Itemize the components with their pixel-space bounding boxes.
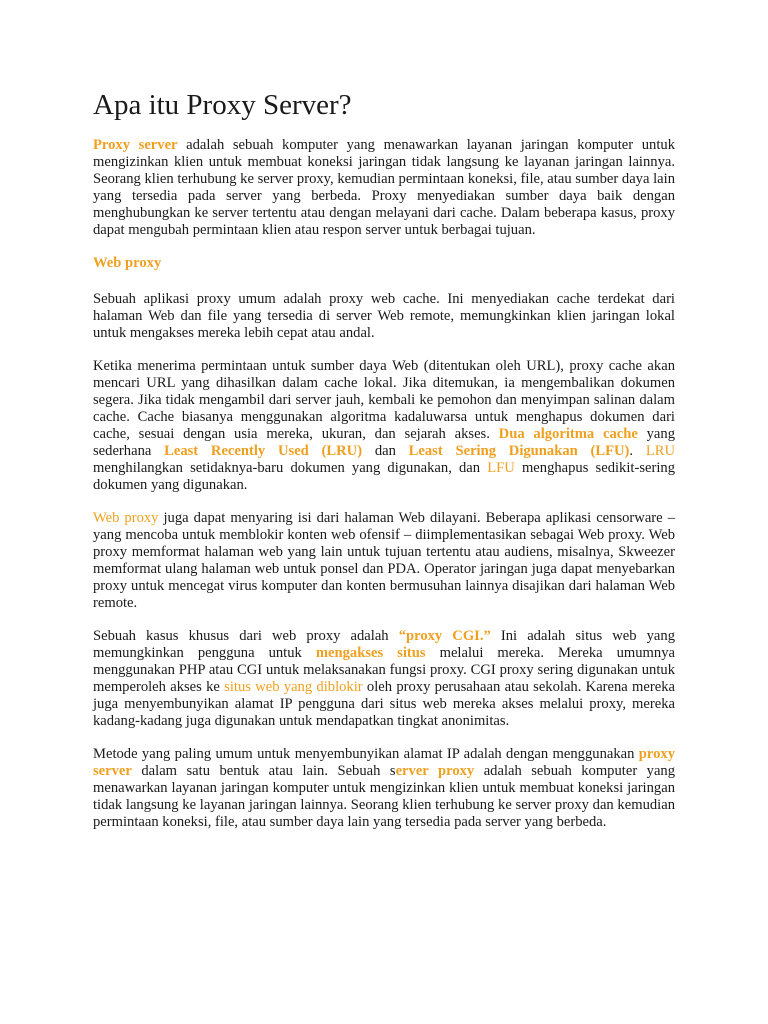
text: menghilangkan setidaknya-baru dokumen yang digunakan, dan [93,460,488,476]
text: adalah sebuah komputer yang menawarkan layanan jaringan komputer untuk mengizinkan klien untuk membuat koneksi jaringan tidak langsung ke layanan jaringan lainnya. Seorang klien terhubung ke server proxy dan kemudian permintaan koneksi, file, atau sumber daya lain yang tersedia pada server yang berbeda. [93,763,676,830]
text: menghapus sedikit-sering dokumen yang digunakan. [93,460,675,493]
text: adalah sebuah komputer yang menawarkan layanan jaringan komputer untuk mengizinkan klien untuk membuat koneksi jaringan tidak langsung ke layanan jaringan lainnya. Seorang klien terhubung ke server proxy, kemudian permintaan koneksi, file, atau sumber daya lain yang tersedia pada server yang berbeda. Proxy menyediakan sumber daya baik dengan menghubungkan ke server tertentu atau dengan melayani dari cache. Dalam beberapa kasus, proxy dapat mengubah permintaan klien atau respon server untuk berbagai tujuan. [93,137,675,238]
text: Sebuah kasus khusus dari web proxy adalah [93,628,399,644]
text: melalui mereka. Mereka umumnya menggunakan PHP atau CGI untuk melaksanakan fungsi proxy. CGI proxy sering digunakan untuk memperoleh akses ke [93,645,675,695]
text: Ketika menerima permintaan untuk sumber daya Web (ditentukan oleh URL), proxy cache akan mencari URL yang dihasilkan dalam cache lokal. Jika ditemukan, ia mengembalikan dokumen segera. Jika tidak mengambil dari server jauh, kembali ke pemohon dan menyimpan salinan dalam cache. Cache biasanya menggunakan algoritma kadaluwarsa untuk menghapus dokumen dari cache, sesuai dengan usia mereka, ukuran, dan sejarah akses. [93,358,675,442]
text: Metode yang paling umum untuk menyembunyikan alamat IP adalah dengan menggunakan [93,746,639,762]
text: juga dapat menyaring isi dari halaman Web dilayani. Beberapa aplikasi censorware – yang mencoba untuk memblokir konten web ofensif – diimplementasikan sebagai Web proxy. Web proxy memformat halaman web yang lain untuk tujuan tertentu atau audiens, misalnya, Skweezer memformat ulang halaman web untuk ponsel dan PDA. Operator jaringan juga dapat menyebarkan proxy untuk mencegat virus komputer dan konten bermusuhan lainnya disajikan dari halaman Web remote. [93,510,675,611]
link-web-proxy[interactable]: Web proxy [93,510,159,526]
text: yang sederhana [93,426,675,459]
link-lru[interactable]: Least Recently Used (LRU) [164,443,363,459]
paragraph-cgi-proxy [93,628,675,730]
link-mengakses-situs[interactable]: mengakses situs [315,645,426,661]
text: dan [362,443,409,459]
link-lfu-short[interactable]: LFU [487,460,515,476]
section-heading-web-proxy: Web proxy [93,255,162,271]
paragraph-web-proxy-filter [93,510,675,612]
paragraph-hide-ip [93,746,675,831]
link-proxy-server-2[interactable]: proxy server [93,746,675,779]
text: . [629,443,646,459]
paragraph-intro [93,137,675,239]
link-proxy-cgi[interactable]: “proxy CGI.” [398,628,491,644]
link-lru-short[interactable]: LRU [645,443,676,459]
document-page [93,88,675,831]
link-server-proxy[interactable]: erver proxy [395,763,475,779]
page-title: Apa itu Proxy Server? [93,89,352,121]
link-dua-algoritma-cache[interactable]: Dua algoritma cache [498,426,638,442]
paragraph-web-cache: Sebuah aplikasi proxy umum adalah proxy web cache. Ini menyediakan cache terdekat dari halaman Web dan file yang tersedia di server Web remote, memungkinkan klien jaringan lokal untuk mengakses mereka lebih cepat atau andal. [93,291,675,341]
link-situs-diblokir[interactable]: situs web yang diblokir [224,679,363,695]
paragraph-cache-algorithms [93,358,675,494]
text: dalam satu bentuk atau lain. Sebuah s [131,763,396,779]
link-lfu[interactable]: Least Sering Digunakan (LFU) [408,443,630,459]
text: Ini adalah situs web yang memungkinkan pengguna untuk [93,628,675,661]
text: oleh proxy perusahaan atau sekolah. Karena mereka juga menyembunyikan alamat IP pengguna dari situs web mereka akses melalui proxy, mereka kadang-kadang juga digunakan untuk mendapatkan tingkat anonimitas. [93,679,675,729]
link-proxy-server[interactable]: Proxy server [93,137,178,153]
